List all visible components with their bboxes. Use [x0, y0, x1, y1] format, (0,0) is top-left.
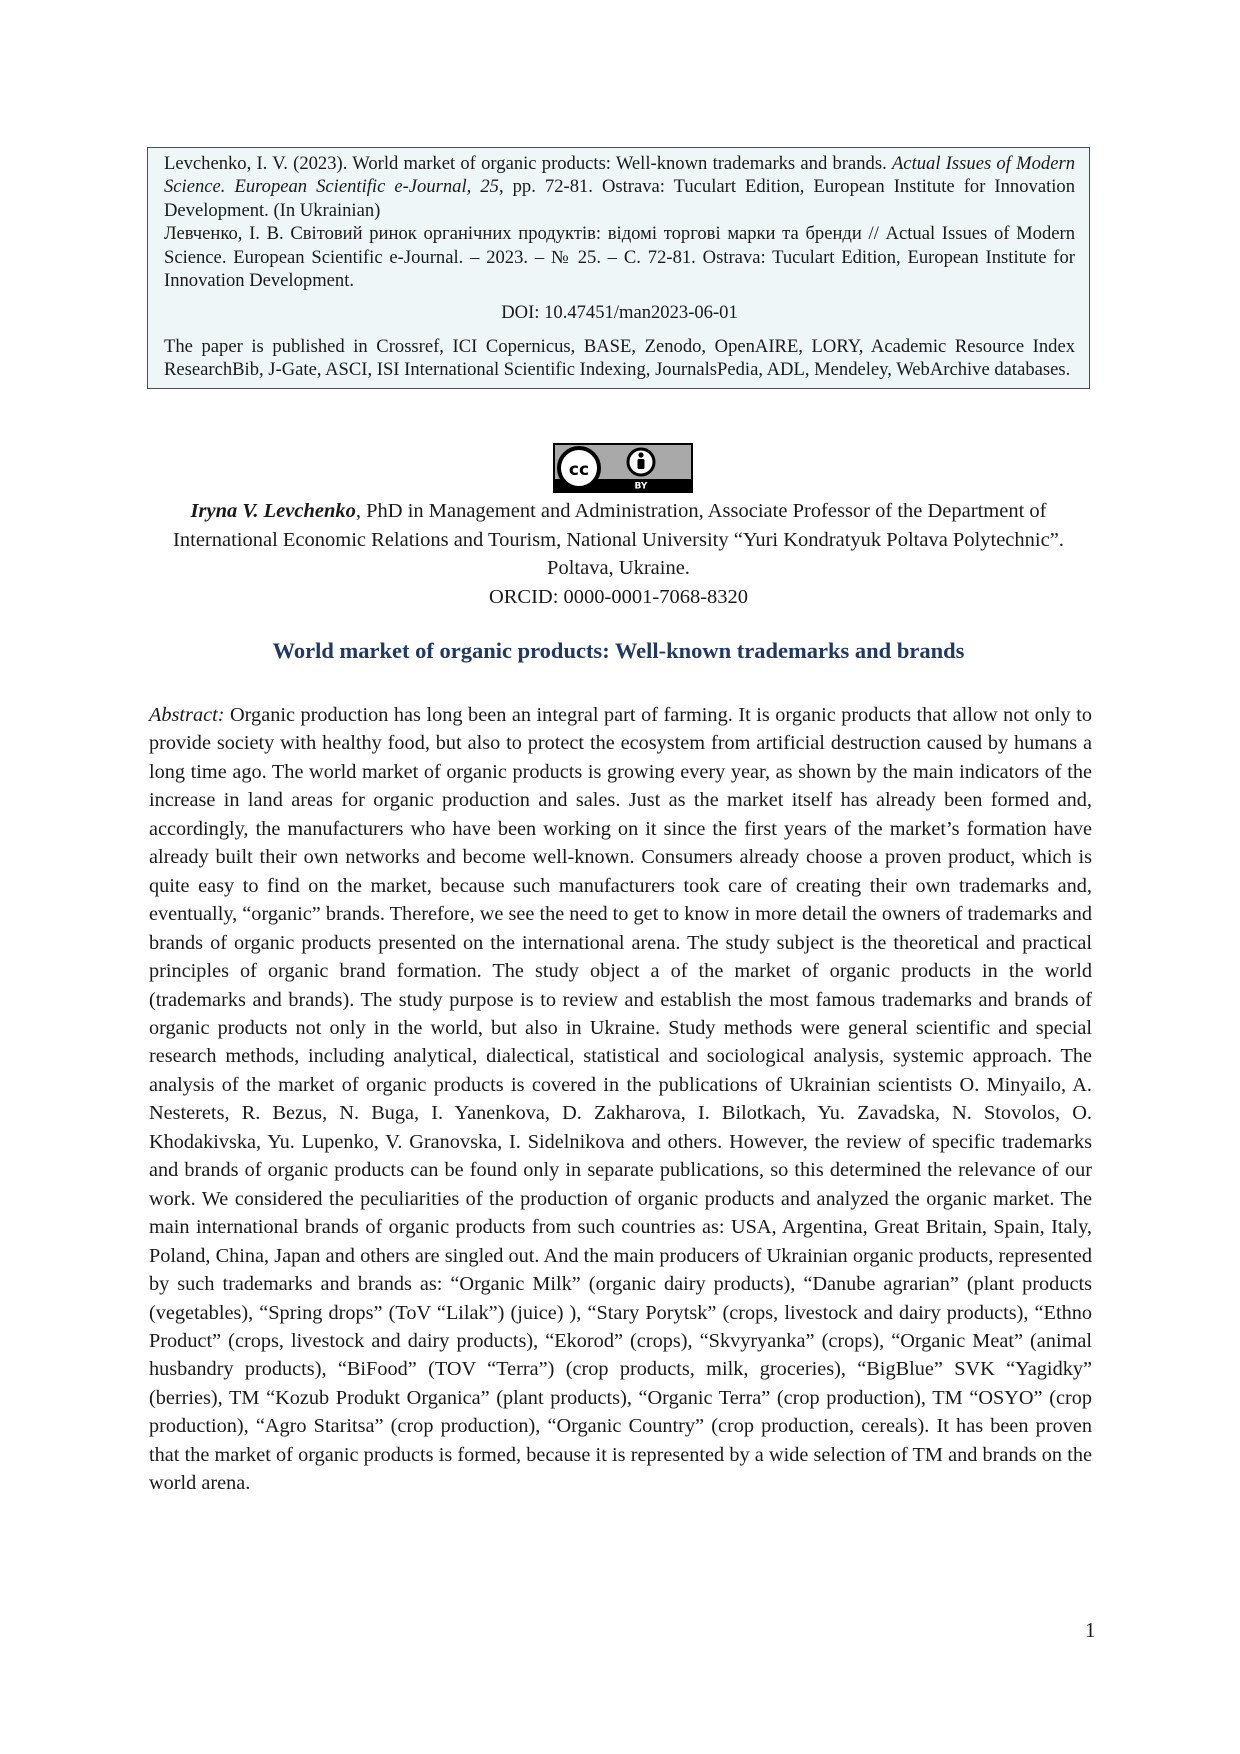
svg-text:cc: cc: [568, 460, 590, 480]
page-number: 1: [1085, 1618, 1096, 1642]
author-block: [147, 497, 1090, 611]
doi[interactable]: DOI: 10.47451/man2023-06-01: [501, 302, 738, 324]
author-name: Iryna V. Levchenko: [190, 500, 356, 522]
license-label: BY: [634, 481, 648, 491]
journal-name: Actual Issues of Modern Science. European Scientific e-Journal: [164, 153, 1075, 198]
paper-title: World market of organic products: Well-known trademarks and brands: [272, 638, 965, 663]
abstract-label: Abstract:: [149, 704, 225, 726]
citation-english: Levchenko, I. V. (2023). World market of organic products: Well-known trademarks and brands. Actual Issues of Modern Science. European Scientific e-Journal, 25, pp. 72-81. Ostrava: Tuculart Edition, European Institute for Innovation Development. (In Ukrainian): [164, 153, 1075, 221]
cc-by-icon: [555, 445, 691, 491]
orcid[interactable]: ORCID: 0000-0001-7068-8320: [488, 585, 749, 608]
journal-volume: 25: [480, 176, 499, 198]
indexing-databases: The paper is published in Crossref, ICI Copernicus, BASE, Zenodo, OpenAIRE, LORY, Academic Resource Index ResearchBib, J-Gate, ASCI, ISI International Scientific Indexing, JournalsPedia, ADL, Mendeley, WebArchive databases.: [164, 335, 1075, 381]
abstract-text: Organic production has long been an integral part of farming. It is organic products that allow not only to provide society with healthy food, but also to protect the ecosystem from artificial destruction caused by humans a long time ago. The world market of organic products is growing every year, as shown by the main indicators of the increase in land areas for organic production and sales. Just as the market itself has already been formed and, accordingly, the manufacturers who have been working on it since the first years of the market’s formation have already built their own networks and become well-known. Consumers already choose a proven product, which is quite easy to find on the market, because such manufacturers took care of creating their own trademarks and, eventually, “organic” brands. Therefore, we see the need to get to know in more detail the owners of trademarks and brands of organic products presented on the international arena. The study subject is the theoretical and practical principles of organic brand formation. The study object a of the market of organic products in the world (trademarks and brands). The study purpose is to review and establish the most famous trademarks and brands of organic products not only in the world, but also in Ukraine. Study methods were general scientific and special research methods, including analytical, dialectical, statistical and sociological analysis, systemic approach. The analysis of the market of organic products is covered in the publications of Ukrainian scientists O. Minyailo, A. Nesterets, R. Bezus, N. Buga, I. Yanenkova, D. Zakharova, I. Bilotkach, Yu. Zavadska, N. Stovolos, O. Khodakivska, Yu. Lupenko, V. Granovska, I. Sidelnikova and others. However, the review of specific trademarks and brands of organic products can be found only in separate publications, so this determined the relevance of our work. We considered the peculiarities of the production of organic products and analyzed the organic market. The main international brands of organic products from such countries as: USA, Argentina, Great Britain, Spain, Italy, Poland, China, Japan and others are singled out. And the main producers of Ukrainian organic products, represented by such trademarks and brands as: “Organic Milk” (organic dairy products), “Danube agrarian” (plant products (vegetables), “Spring drops” (ToV “Lilak”) (juice) ), “Stary Porytsk” (crops, livestock and dairy products), “Ethno Product” (crops, livestock and dairy products), “Ekorod” (crops), “Skvyryanka” (crops), “Organic Meat” (animal husbandry products), “BiFood” (TOV “Terra”) (crop products, milk, groceries), “BigBlue” SVK “Yagidky” (berries), TM “Kozub Produkt Organica” (plant products), “Organic Terra” (crop production), TM “OSYO” (crop production), “Agro Staritsa” (crop production), “Organic Country” (crop production, cereals). It has been proven that the market of organic products is formed, because it is represented by a wide selection of TM and brands on the world arena.: [149, 704, 1092, 1495]
abstract: [149, 701, 1092, 1498]
citation-box: [147, 147, 1090, 389]
author-affiliation: Iryna V. Levchenko, PhD in Management and Administration, Associate Professor of the Department of International Economic Relations and Tourism, National University “Yuri Kondratyuk Poltava Polytechnic”. Poltava, Ukraine.: [173, 500, 1064, 579]
citation-ukrainian: Левченко, І. В. Світовий ринок органічних продуктів: відомі торгові марки та бренди // Actual Issues of Modern Science. European Scientific e-Journal. – 2023. – № 25. – С. 72-81. Ostrava: Tuculart Edition, European Institute for Innovation Development.: [164, 223, 1075, 292]
cc-by-license-badge[interactable]: [553, 443, 693, 493]
